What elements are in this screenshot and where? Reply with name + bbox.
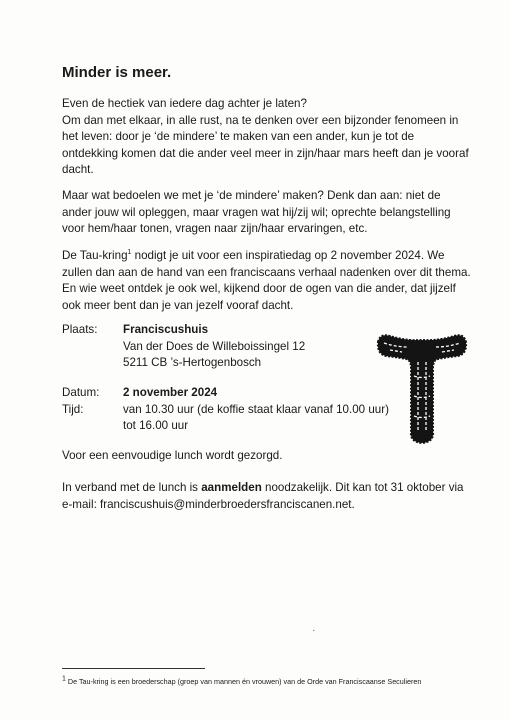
registration-emphasis: aanmelden (201, 481, 262, 494)
time-label: Tijd: (62, 402, 84, 416)
scan-speck: · (309, 625, 319, 636)
explanation-paragraph (62, 188, 472, 238)
registration-line-1-end: noodzakelijk. Dit kan tot 31 oktober via (261, 481, 464, 494)
time-start: van 10.30 uur (de koffie staat klaar vanaf 10.00 uur) (123, 402, 389, 416)
address-city: 5211 CB ’s-Hertogenbosch (123, 356, 262, 370)
registration-paragraph (62, 480, 472, 513)
intro-line-4: ontdekking komen dat die ander veel meer in zijn/haar mars heeft dan je vooraf (62, 146, 469, 160)
invitation-line-3: En wie weet ontdek je ook wel, kijkend door de ogen van die ander, dat jijzelf (62, 282, 456, 296)
footnote-mark: 1 (62, 675, 66, 683)
footnote-reference: 1 (127, 249, 132, 257)
invitation-paragraph (62, 248, 472, 314)
footnote-text: De Tau-kring is een broederschap (groep van mannen én vrouwen) van de Orde van Franciscaanse Seculieren (65, 677, 422, 686)
intro-line-2: Om dan met elkaar, in alle rust, na te denken over een bijzonder fenomeen in (62, 113, 459, 127)
address-street: Van der Does de Willeboissingel 12 (123, 339, 306, 353)
explanation-line-3: voor hem/haar tonen, vragen naar zijn/haar ervaringen, etc. (62, 222, 368, 236)
explanation-line-2: ander jouw wil opleggen, maar vragen wat hij/zij wil; oprechte belangstelling (62, 205, 451, 219)
intro-line-1: Even de hectiek van iedere dag achter je laten? (62, 97, 307, 110)
invitation-line-1-end: nodigt je uit voor een inspiratiedag op 2 november 2024. We (131, 249, 445, 262)
place-name: Franciscushuis (123, 323, 209, 336)
date-value: 2 november 2024 (123, 386, 218, 399)
page-title: Minder is meer. (62, 64, 172, 81)
invitation-line-4: ook meer bent dan je van jezelf vooraf dacht. (62, 298, 294, 312)
time-end: tot 16.00 uur (123, 419, 189, 433)
tau-cross-icon (376, 330, 468, 446)
lunch-note: Voor een eenvoudige lunch wordt gezorgd. (62, 449, 283, 462)
registration-email-line: e-mail: franciscushuis@minderbroedersfranciscanen.net. (62, 497, 355, 511)
place-label: Plaats: (62, 323, 98, 336)
intro-line-3: het leven: door je ‘de mindere’ te maken van een ander, kun je tot de (62, 130, 415, 144)
explanation-line-1: Maar wat bedoelen we met je ‘de mindere’ maken? Denk dan aan: niet de (62, 189, 441, 202)
invitation-line-2: zullen dan aan de hand van een franciscaans verhaal nadenken over dit thema. (62, 265, 471, 279)
intro-paragraph (62, 96, 472, 179)
registration-line-1-start: In verband met de lunch is (62, 481, 202, 494)
date-label: Datum: (62, 386, 100, 399)
intro-line-5: dacht. (62, 163, 94, 177)
footnote (62, 677, 502, 687)
invitation-line-1-start: De Tau-kring (62, 249, 128, 262)
footnote-divider (62, 668, 205, 669)
